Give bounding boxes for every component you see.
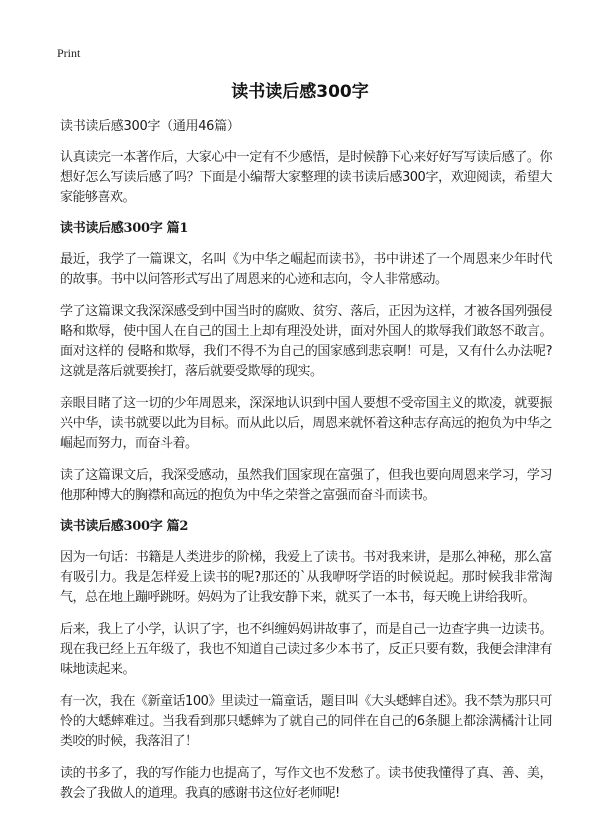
- section-2-paragraph-3: 有一次，我在《新童话100》里读过一篇童话，题目叫《大头蟋蟀自述》。我不禁为那只可怜的大蟋蟀难过。当我看到那只蟋蟀为了就自己的同伴在自己的6条腿上都涂满橘汁让同类咬的时候，我落泪了！: [60, 694, 552, 749]
- intro-paragraph: 认真读完一本著作后，大家心中一定有不少感悟，是时候静下心来好好写写读后感了。你想好怎么写读后感了吗？下面是小编帮大家整理的读书读后感300字，欢迎阅读，希望大家能够喜欢。: [60, 150, 552, 205]
- section-1-paragraph-2: 学了这篇课文我深深感受到中国当时的腐败、贫穷、落后，正因为这样，才被各国列强侵略和欺辱，使中国人在自己的国土上却有理没处讲，面对外国人的欺辱我们敢怒不敢言。面对这样的 侵略和欺辱，我们不得不为自己的国家感到悲哀啊！可是，又有什么办法呢?这就是落后就要挨打，落后就要受欺辱的现实。: [60, 304, 552, 379]
- section-2-paragraph-1: 因为一句话：书籍是人类进步的阶梯，我爱上了读书。书对我来讲，是那么神秘，那么富有吸引力。我是怎样爱上读书的呢?那还的`从我咿呀学语的时候说起。那时候我非常淘气，总在地上蹦呼跳呀。妈妈为了让我安静下来，就买了一本书，每天晚上讲给我听。: [60, 550, 552, 605]
- section-2-paragraph-4: 读的书多了，我的写作能力也提高了，写作文也不发愁了。读书使我懂得了真、善、美，教会了我做人的道理。我真的感谢书这位好老师呢!: [60, 766, 552, 801]
- section-1-paragraph-1: 最近，我学了一篇课文，名叫《为中华之崛起而读书》，书中讲述了一个周恩来少年时代的故事。书中以问答形式写出了周恩来的心迹和志向，令人非常感动。: [60, 252, 552, 287]
- section-2-paragraph-2: 后来，我上了小学，认识了字，也不纠缠妈妈讲故事了，而是自己一边查字典一边读书。现在我已经上五年级了，我也不知道自己读过多少本书了，反正只要有数，我便会津津有味地读起来。: [60, 622, 552, 677]
- print-link[interactable]: Print: [57, 46, 81, 60]
- section-2-heading: 读书读后感300字 篇2: [60, 519, 189, 534]
- section-1-heading: 读书读后感300字 篇1: [60, 221, 189, 236]
- section-1-paragraph-3: 亲眼目睹了这一切的少年周恩来，深深地认识到中国人要想不受帝国主义的欺凌，就要振兴中华，读书就要以此为目标。而从此以后，周恩来就怀着这种志存高远的抱负为中华之崛起而努力，而奋斗着。: [60, 396, 552, 451]
- page-title: 读书读后感300字: [231, 82, 369, 102]
- article-subtitle: 读书读后感300字（通用46篇）: [60, 119, 240, 134]
- article-body: [60, 118, 552, 816]
- section-1-paragraph-4: 读了这篇课文后，我深受感动，虽然我们国家现在富强了，但我也要向周恩来学习，学习他那种博大的胸襟和高远的抱负为中华之荣誉之富强而奋斗而读书。: [60, 468, 552, 503]
